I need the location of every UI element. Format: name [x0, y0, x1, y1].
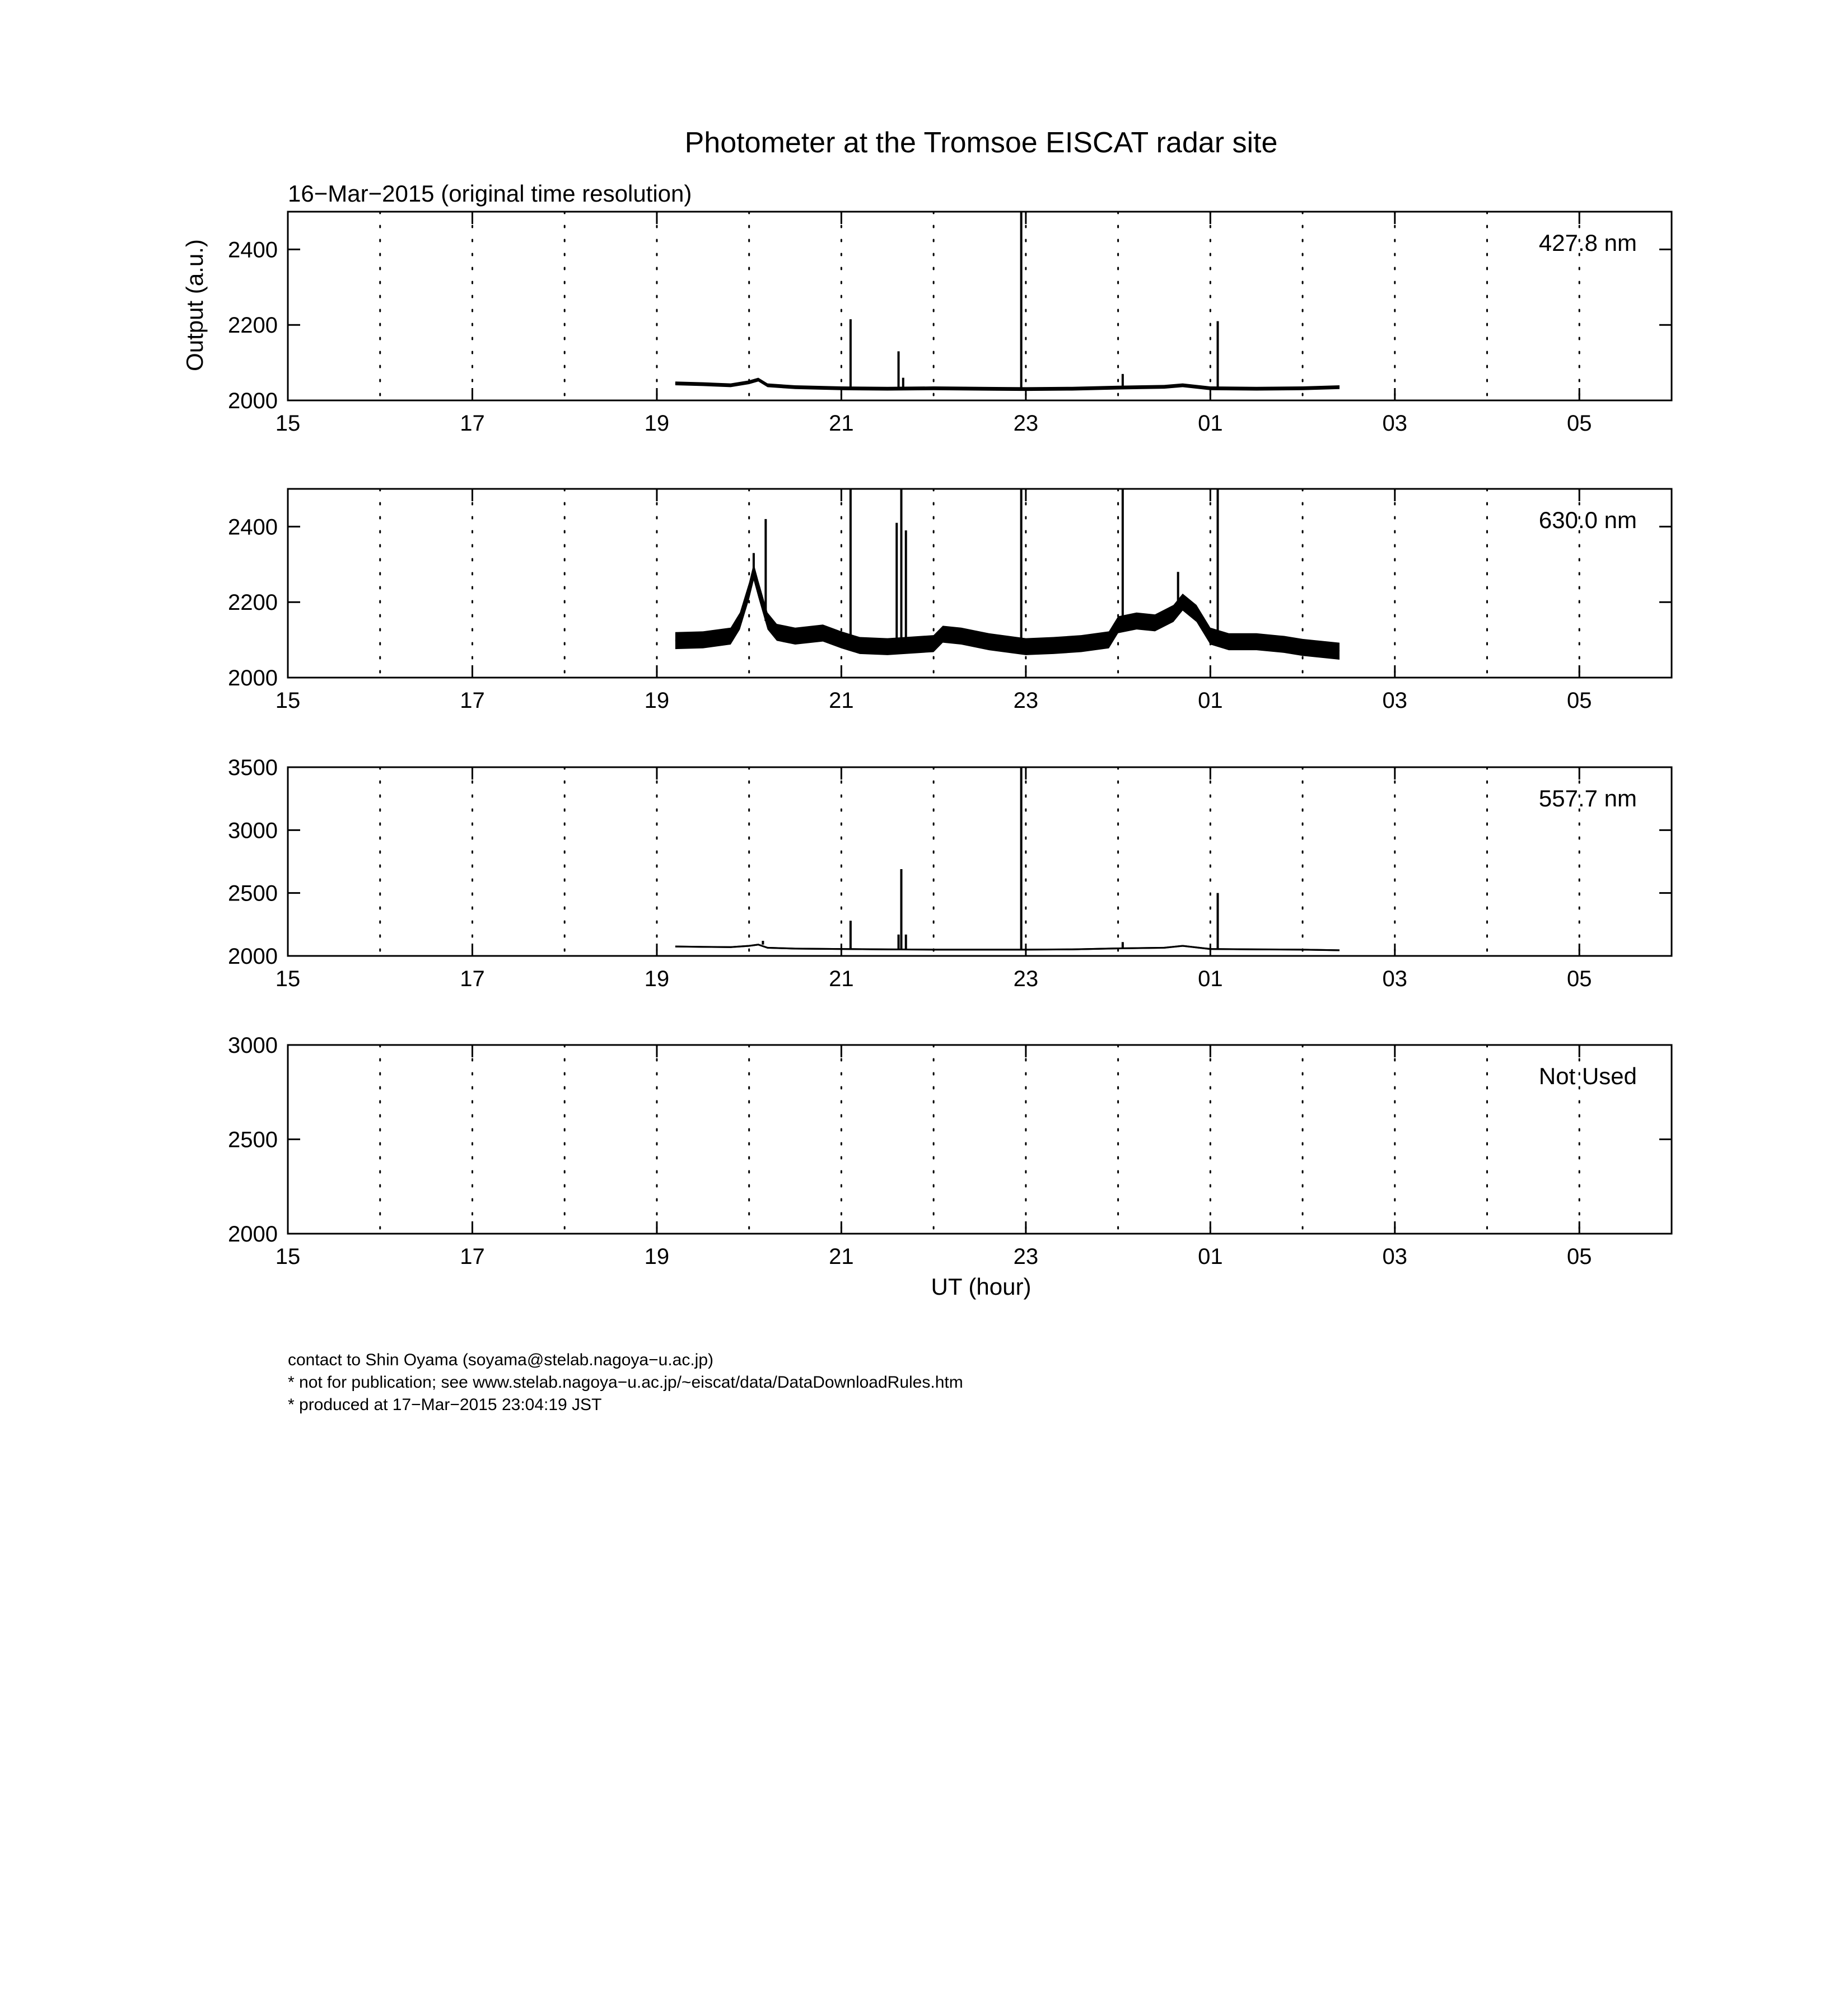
x-tick-label: 23 [1013, 688, 1039, 713]
x-tick-label: 19 [644, 411, 670, 436]
x-tick-label: 05 [1567, 967, 1592, 991]
y-tick-label: 3000 [228, 1033, 278, 1058]
x-axis-label: UT (hour) [931, 1273, 1032, 1300]
figure-title: Photometer at the Tromsoe EISCAT radar site [684, 127, 1278, 159]
x-tick-label: 21 [829, 688, 854, 713]
x-tick-label: 01 [1198, 1244, 1223, 1269]
y-tick-label: 3000 [228, 818, 278, 843]
x-tick-label: 01 [1198, 688, 1223, 713]
y-tick-label: 2000 [228, 389, 278, 413]
x-tick-label: 15 [275, 411, 301, 436]
x-tick-label: 21 [829, 967, 854, 991]
x-tick-label: 19 [644, 688, 670, 713]
x-tick-label: 23 [1013, 411, 1039, 436]
x-tick-label: 17 [460, 688, 485, 713]
panels [228, 212, 1672, 1269]
x-tick-label: 01 [1198, 411, 1223, 436]
panel-2 [228, 489, 1672, 713]
y-tick-label: 2400 [228, 515, 278, 540]
y-tick-label: 3500 [228, 755, 278, 780]
panel-label: 557.7 nm [1538, 785, 1637, 811]
x-tick-label: 21 [829, 411, 854, 436]
y-tick-label: 2200 [228, 313, 278, 338]
y-tick-label: 2000 [228, 944, 278, 969]
plot-frame [288, 767, 1672, 956]
x-tick-label: 23 [1013, 967, 1039, 991]
x-tick-label: 03 [1382, 1244, 1408, 1269]
x-tick-label: 05 [1567, 1244, 1592, 1269]
x-tick-label: 03 [1382, 411, 1408, 436]
plot-frame [288, 489, 1672, 678]
y-tick-label: 2400 [228, 237, 278, 263]
x-tick-label: 03 [1382, 967, 1408, 991]
figure-subtitle: 16−Mar−2015 (original time resolution) [288, 180, 692, 207]
x-tick-label: 15 [275, 688, 301, 713]
footer-line-rules: * not for publication; see www.stelab.nagoya−u.ac.jp/~eiscat/data/DataDownloadRules.htm [288, 1373, 963, 1392]
x-tick-label: 17 [460, 1244, 485, 1269]
footer-line-contact: contact to Shin Oyama (soyama@stelab.nagoya−u.ac.jp) [288, 1351, 714, 1369]
x-tick-label: 05 [1567, 688, 1592, 713]
plot-frame [288, 1045, 1672, 1234]
x-tick-label: 01 [1198, 967, 1223, 991]
x-tick-label: 23 [1013, 1244, 1039, 1269]
panel-4 [228, 1033, 1672, 1269]
y-axis-label: Output (a.u.) [181, 239, 208, 371]
x-tick-label: 19 [644, 1244, 670, 1269]
x-tick-label: 21 [829, 1244, 854, 1269]
footer-line-produced: * produced at 17−Mar−2015 23:04:19 JST [288, 1396, 602, 1414]
footer-notes [288, 1351, 963, 1414]
series-band [675, 563, 1340, 660]
y-tick-label: 2500 [228, 1127, 278, 1152]
x-tick-label: 15 [275, 1244, 301, 1269]
y-tick-label: 2500 [228, 881, 278, 906]
plot-frame [288, 212, 1672, 400]
panel-label: Not Used [1538, 1063, 1637, 1089]
x-tick-label: 15 [275, 967, 301, 991]
series-line [675, 945, 1340, 950]
y-tick-label: 2000 [228, 1222, 278, 1247]
x-tick-label: 17 [460, 967, 485, 991]
panel-label: 630.0 nm [1538, 507, 1637, 533]
x-tick-label: 03 [1382, 688, 1408, 713]
x-tick-label: 19 [644, 967, 670, 991]
y-tick-label: 2000 [228, 666, 278, 690]
x-tick-label: 17 [460, 411, 485, 436]
panel-3 [228, 755, 1672, 991]
panel-label: 427.8 nm [1538, 230, 1637, 256]
panel-1 [228, 212, 1672, 436]
x-tick-label: 05 [1567, 411, 1592, 436]
y-tick-label: 2200 [228, 590, 278, 615]
